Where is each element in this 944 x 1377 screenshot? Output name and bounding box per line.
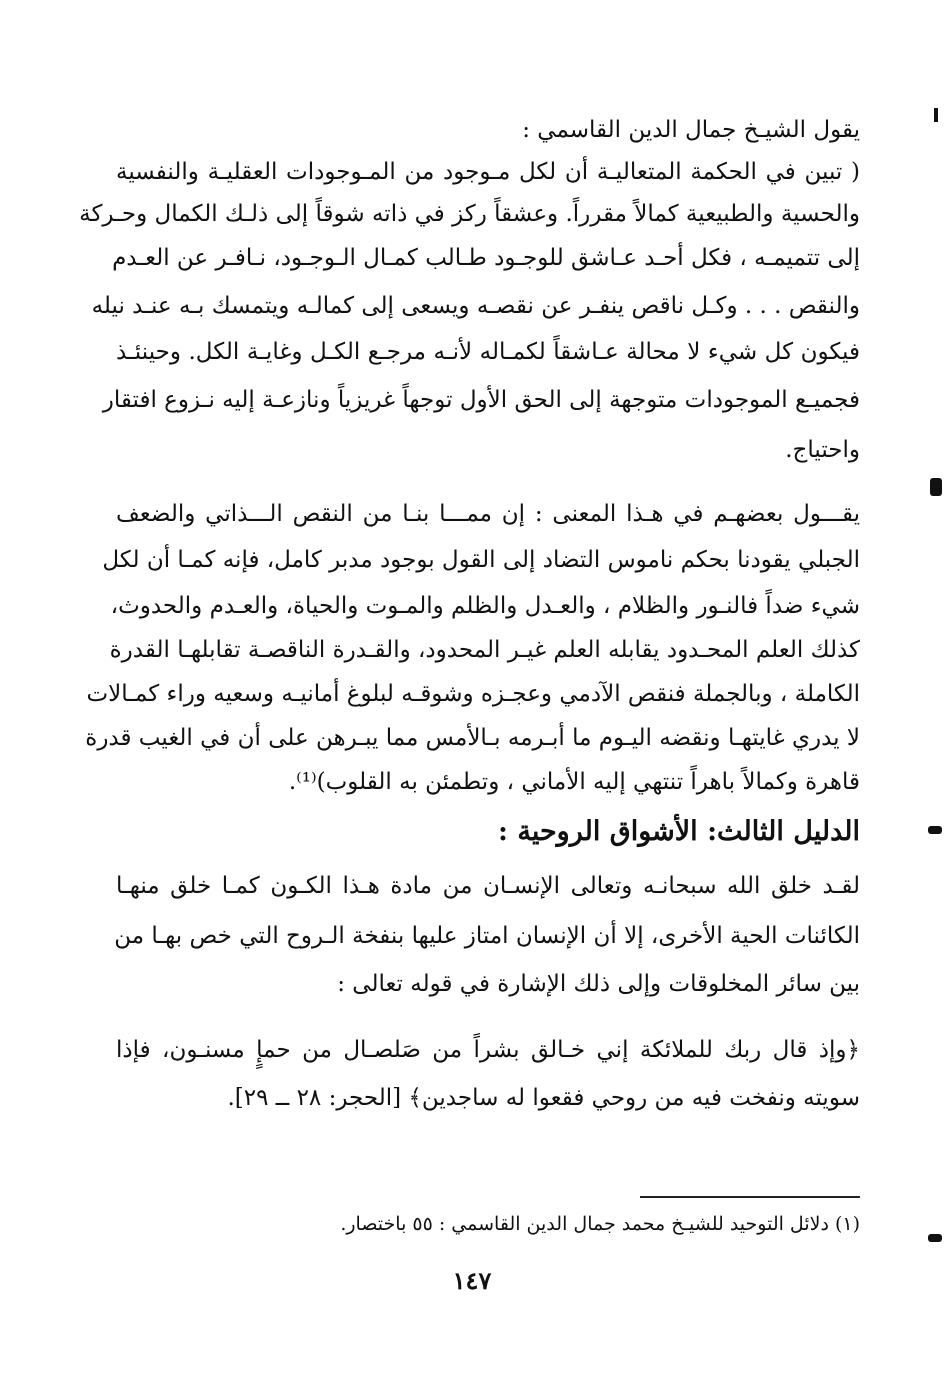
paragraph-line: شيء ضداً فالنـور والظلام ، والعـدل والظلم والمـوت والحياة، والعـدم والحدوث، [110, 593, 860, 619]
paragraph-line: فجميـع الموجودات متوجهة إلى الحق الأول توجهاً غريزياً ونازعـة إليه نـزوع افتقار [102, 387, 860, 413]
paragraph-line: واحتياج. [785, 437, 860, 463]
intro-line: يقول الشيـخ جمال الدين القاسمي : [522, 117, 860, 143]
paragraph-line: الكائنات الحية الأخرى، إلا أن الإنسان امتاز عليها بنفخة الـروح التي خص بهـا من [114, 923, 860, 949]
scan-edge-mark [934, 108, 938, 122]
paragraph-line: قاهرة وكمالاً باهراً تنتهي إليه الأماني ، وتطمئن به القلوب)⁽¹⁾. [288, 769, 860, 795]
scan-edge-mark [928, 826, 942, 834]
paragraph-line: الكاملة ، وبالجملة فنقص الآدمي وعجـزه وشوقـه لبلوغ أمانيـه وسعيه وراء كمـالات [86, 681, 860, 707]
paragraph-line: والنقص . . . وكـل ناقص ينفـر عن نقصـه ويسعى إلى كمالـه ويتمسك بـه عنـد نيله [91, 293, 860, 319]
scan-edge-mark [930, 478, 942, 496]
paragraph-line: لقـد خلق الله سبحانـه وتعالى الإنسـان من مادة هـذا الكـون كمـا خلق منهـا [116, 873, 860, 899]
scan-edge-mark [928, 1234, 942, 1242]
paragraph-line: الجبلي يقودنا بحكم ناموس التضاد إلى القول بوجود مدبر كامل، فإنه كمـا أن لكل [102, 547, 860, 573]
paragraph-line: بين سائر المخلوقات وإلى ذلك الإشارة في قوله تعالى : [337, 971, 860, 997]
paragraph-line: والحسية والطبيعية كمالاً مقرراً. وعشقاً ركز في ذاته شوقاً إلى ذلـك الكمال وحـركة [79, 201, 860, 227]
quran-verse-line: ﴿وإذ قال ربك للملائكة إني خـالق بشراً من صَلصـال من حمإٍ مسنـون، فإذا [116, 1037, 860, 1063]
paragraph-line: يقـــول بعضهـم في هـذا المعنى : إن ممـــا بنـا من النقص الـــذاتي والضعف [116, 501, 860, 527]
paragraph-line: إلى تتميمـه ، فكل أحـد عـاشق للوجـود طـالب كمـال الـوجـود، نـافـر عن العـدم [112, 245, 860, 271]
paragraph-line: ( تبين في الحكمة المتعاليـة أن لكل مـوجود من المـوجودات العقليـة والنفسية [116, 159, 860, 185]
paragraph-line: فيكون كل شيء لا محالة عـاشقاً لكمـاله لأنـه مرجـع الكـل وغايـة الكل. وحينئـذ [116, 339, 860, 365]
page-number: ١٤٧ [452, 1266, 492, 1295]
quran-verse-line: سويته ونفخت فيه من روحي فقعوا له ساجدين﴾ [الحجر: ٢٨ ــ ٢٩]. [227, 1085, 860, 1111]
paragraph-line: كذلك العلم المحـدود يقابله العلم غيـر المحدود، والقـدرة الناقصـة تقابلهـا القدرة [109, 637, 860, 663]
section-heading: الدليل الثالث: الأشواق الروحية : [498, 816, 860, 847]
footnote: (١) دلائل التوحيد للشيـخ محمد جمال الدين القاسمي : ٥٥ باختصار. [340, 1213, 860, 1235]
paragraph-line: لا يدري غايتهـا ونقضه اليـوم ما أبـرمه بـالأمس مما يبـرهن على أن في الغيب قدرة [85, 725, 860, 751]
footnote-rule [640, 1196, 860, 1198]
